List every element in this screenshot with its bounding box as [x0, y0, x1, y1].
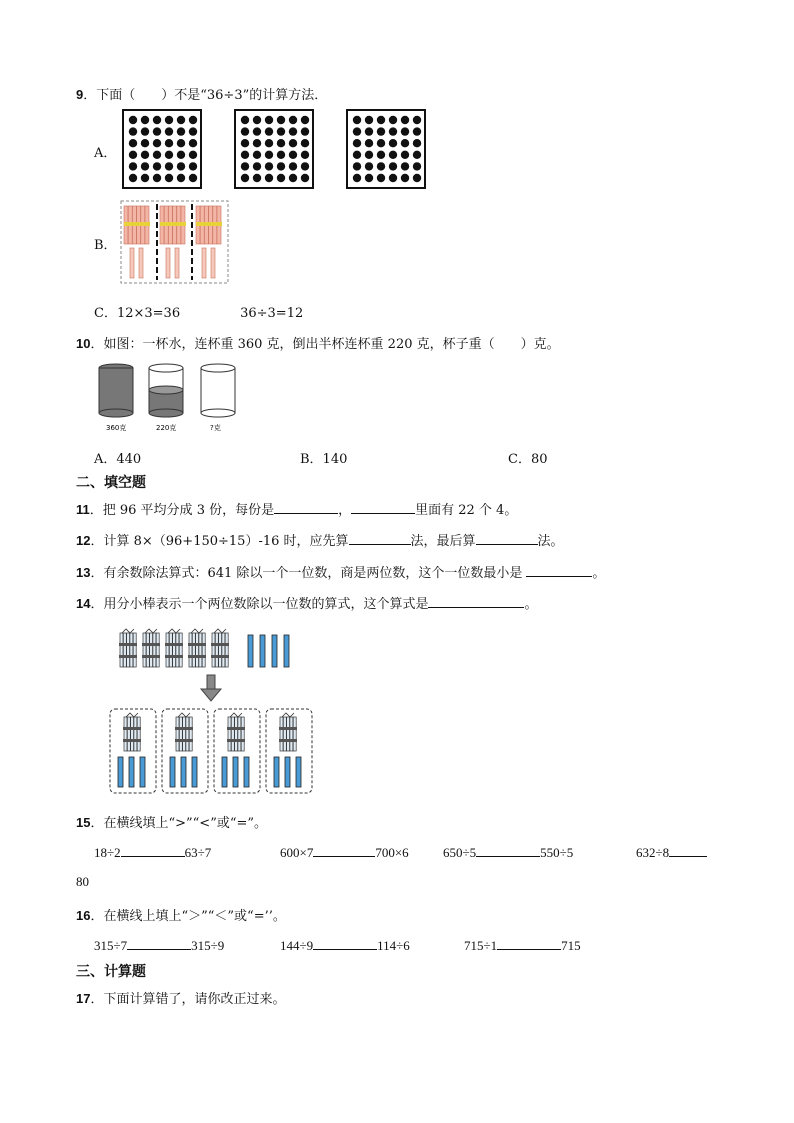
- question-number: 17: [76, 991, 91, 1006]
- compare-item: [280, 937, 410, 954]
- question-16: [76, 905, 286, 924]
- question-text: ．把 96 平均分成 3 份，每份是: [89, 503, 275, 518]
- question-text: 里面有 22 个 4。: [415, 503, 518, 518]
- single-stick: [296, 757, 301, 787]
- expr-left: 144÷9: [280, 938, 314, 953]
- compare-item: [94, 937, 224, 954]
- stick-bundle: [142, 629, 160, 667]
- q10-option-b: B．140: [300, 452, 348, 467]
- question-text: ．用分小棒表示一个两位数除以一位数的算式，这个算式是: [90, 597, 429, 612]
- question-10: [76, 333, 560, 352]
- cup-label-2: 220克: [156, 424, 177, 432]
- single-stick: [181, 757, 186, 787]
- question-text: ．计算 8×（96+150÷15）-16 时，应先算: [90, 534, 349, 549]
- compare-blank[interactable]: [127, 937, 191, 950]
- stick-bundle: [124, 206, 150, 244]
- question-number: 16: [76, 908, 91, 923]
- compare-blank[interactable]: [313, 844, 375, 857]
- stick-group: [266, 709, 312, 793]
- question-14: [76, 593, 538, 612]
- compare-blank[interactable]: [476, 844, 540, 857]
- compare-blank[interactable]: [497, 937, 561, 950]
- stick-group: [162, 709, 208, 793]
- single-stick: [248, 635, 253, 667]
- stick-bundle: [123, 713, 141, 751]
- question-number: 9: [76, 87, 84, 102]
- expr-right-wrapped: 80: [76, 874, 89, 889]
- single-stick: [274, 757, 279, 787]
- answer-blank[interactable]: [476, 532, 538, 545]
- section-heading: 二、填空题: [76, 474, 146, 490]
- question-17: [76, 988, 285, 1007]
- single-stick: [260, 635, 265, 667]
- expr-right: 63÷7: [184, 845, 212, 860]
- question-number: 13: [76, 565, 91, 580]
- question-text: 法，最后算: [410, 534, 476, 549]
- question-text: 。: [592, 566, 606, 581]
- stick-bundles-figure: [120, 200, 230, 286]
- q10-option-c: C．80: [508, 452, 548, 467]
- single-stick: [118, 757, 123, 787]
- answer-blank[interactable]: [351, 501, 415, 514]
- question-number: 10: [76, 336, 91, 351]
- question-12: [76, 530, 564, 549]
- compare-blank[interactable]: [121, 844, 185, 857]
- option-a-label: A．: [94, 146, 117, 161]
- expr-right: 700×6: [375, 845, 409, 860]
- stick-bundle: [160, 206, 186, 244]
- expr-left: 18÷2: [94, 845, 121, 860]
- question-text: 。: [524, 597, 538, 612]
- question-text: ．在横线上填上“＞”“＜”或“=’’。: [90, 909, 286, 924]
- cups-figure: [94, 360, 244, 432]
- option-b-label: B．: [94, 238, 117, 253]
- single-stick: [233, 757, 238, 787]
- loose-sticks: [130, 248, 143, 278]
- q10-option-a: A．440: [94, 452, 142, 467]
- question-13: [76, 562, 605, 581]
- question-11: [76, 499, 517, 518]
- single-stick: [285, 757, 290, 787]
- single-stick: [140, 757, 145, 787]
- single-stick: [284, 635, 289, 667]
- stick-group: [214, 709, 260, 793]
- compare-blank[interactable]: [669, 844, 707, 857]
- stick-group: [110, 709, 156, 793]
- cup-label-3: ?克: [210, 424, 221, 432]
- question-number: 15: [76, 815, 91, 830]
- stick-bundle: [119, 629, 137, 667]
- single-stick: [192, 757, 197, 787]
- question-text: ，: [338, 503, 352, 518]
- question-text: ．下面计算错了，请你改正过来。: [90, 992, 286, 1007]
- expr-right: 715: [561, 938, 581, 953]
- question-15: [76, 812, 267, 831]
- stick-bundle: [196, 206, 222, 244]
- loose-sticks: [202, 248, 215, 278]
- answer-blank[interactable]: [526, 564, 592, 577]
- compare-item: [280, 844, 409, 861]
- stick-bundle: [188, 629, 206, 667]
- single-stick: [244, 757, 249, 787]
- compare-item: [443, 844, 573, 861]
- option-c-expr-2: 36÷3=12: [240, 306, 304, 321]
- question-number: 11: [76, 502, 90, 517]
- expr-right: 114÷6: [377, 938, 410, 953]
- answer-blank[interactable]: [349, 532, 411, 545]
- expr-left: 715÷1: [464, 938, 498, 953]
- single-stick: [129, 757, 134, 787]
- compare-item: [636, 844, 707, 861]
- stick-bundle: [175, 713, 193, 751]
- answer-blank[interactable]: [274, 501, 338, 514]
- compare-item: [464, 937, 581, 954]
- loose-sticks: [166, 248, 179, 278]
- question-9: [76, 84, 327, 103]
- stick-bundle: [211, 629, 229, 667]
- option-c-expr-1: C．12×3=36: [94, 306, 181, 321]
- stick-bundle: [279, 713, 297, 751]
- dot-grid-figures: [118, 106, 438, 192]
- single-stick: [170, 757, 175, 787]
- cup-label-1: 360克: [106, 424, 127, 432]
- question-text: ．下面（ ）不是“36÷3”的计算方法．: [83, 88, 328, 103]
- question-text: ．如图：一杯水，连杯重 360 克，倒出半杯连杯重 220 克，杯子重（ ）克。: [90, 337, 560, 352]
- section-heading: 三、计算题: [76, 963, 146, 979]
- answer-blank[interactable]: [428, 595, 524, 608]
- single-stick: [272, 635, 277, 667]
- single-stick: [222, 757, 227, 787]
- question-text: ．在横线填上“>”“<”或“=”。: [90, 816, 268, 831]
- expr-right: 550÷5: [540, 845, 574, 860]
- expr-left: 315÷7: [94, 938, 128, 953]
- expr-left: 632÷8: [636, 845, 670, 860]
- compare-blank[interactable]: [313, 937, 377, 950]
- expr-right: 315÷9: [191, 938, 225, 953]
- expr-left: 600×7: [280, 845, 314, 860]
- dot-grid: [235, 110, 313, 188]
- question-text: ．有余数除法算式：641 除以一个一位数，商是两位数，这个一位数最小是: [90, 566, 523, 581]
- stick-bundle: [165, 629, 183, 667]
- stick-division-figure: [108, 625, 318, 797]
- compare-item: [94, 844, 211, 861]
- stick-bundle: [227, 713, 245, 751]
- dot-grid: [123, 110, 201, 188]
- question-text: 法。: [537, 534, 564, 549]
- question-number: 12: [76, 533, 91, 548]
- dot-grid: [347, 110, 425, 188]
- question-number: 14: [76, 596, 91, 611]
- option-c: [94, 302, 303, 321]
- expr-left: 650÷5: [443, 845, 477, 860]
